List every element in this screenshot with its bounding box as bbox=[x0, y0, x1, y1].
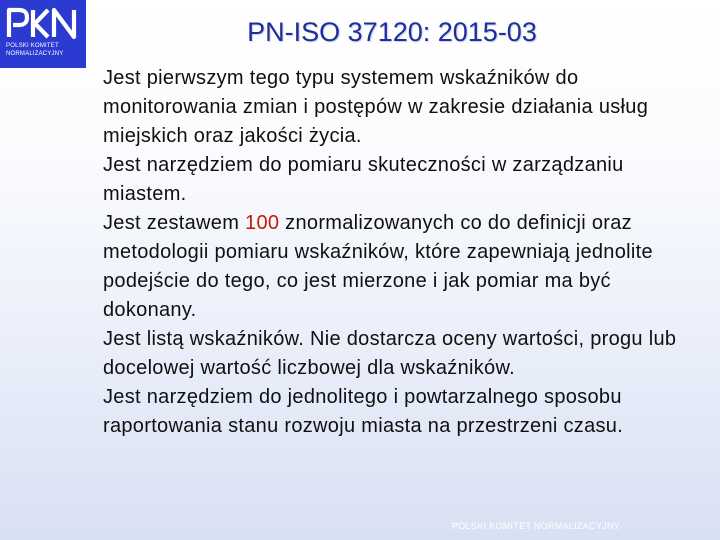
paragraph-2: Jest narzędziem do pomiaru skuteczności w zarządzaniu miastem. bbox=[103, 154, 624, 205]
paragraph-1: Jest pierwszym tego typu systemem wskaźników do monitorowania zmian i postępów w zakresie działania usług miejskich oraz jakości życia. bbox=[103, 67, 649, 147]
slide-title: PN-ISO 37120: 2015-03 bbox=[247, 17, 537, 47]
bullet-list bbox=[103, 64, 703, 441]
logo-text-line1: POLSKI KOMITET bbox=[6, 43, 59, 49]
paragraph-3 bbox=[103, 209, 703, 325]
paragraph-3-after: znormalizowanych co do definicji oraz metodologii pomiaru wskaźników, które zapewniają jednolite podejście do tego, co jest mierzone i jak pomiar ma być dokonany. bbox=[103, 212, 653, 321]
paragraph-4: Jest listą wskaźników. Nie dostarcza oceny wartości, progu lub docelowej wartość liczbowej dla wskaźników. bbox=[103, 328, 677, 379]
highlight-100: 100 bbox=[245, 212, 280, 234]
footer-text: POLSKI KOMITET NORMALIZACYJNY bbox=[452, 521, 621, 531]
logo-text-line2: NORMALIZACYJNY bbox=[6, 51, 64, 57]
paragraph-3-before: Jest zestawem bbox=[103, 212, 246, 234]
paragraph-5: Jest narzędziem do jednolitego i powtarzalnego sposobu raportowania stanu rozwoju miasta na przestrzeni czasu. bbox=[103, 386, 624, 437]
